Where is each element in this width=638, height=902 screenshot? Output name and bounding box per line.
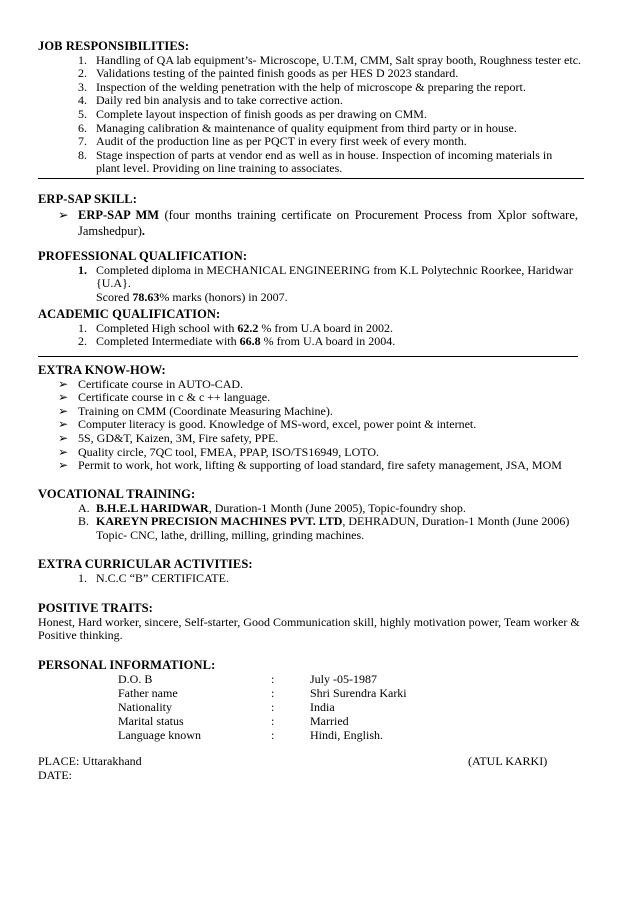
info-value: Shri Surendra Karki [310, 685, 407, 700]
voc-topic: Topic- CNC, lathe, drilling, milling, grinding machines. [96, 527, 365, 542]
item-number: 1. [78, 52, 87, 67]
info-label: Nationality [118, 699, 172, 714]
voc-org: B.H.E.L HARIDWAR [96, 500, 209, 515]
info-row [38, 687, 598, 701]
info-colon: : [271, 699, 275, 714]
list-item [38, 405, 598, 419]
arrow-bullet-icon: ➢ [58, 207, 69, 222]
info-colon: : [271, 713, 275, 728]
list-item [38, 81, 598, 95]
section-divider [38, 356, 578, 357]
erp-module: ERP-SAP MM [78, 207, 160, 222]
list-item [38, 149, 598, 176]
erp-section [38, 193, 578, 239]
personal-heading: PERSONAL INFORMATIONL: [38, 658, 216, 672]
erp-heading: ERP-SAP SKILL: [38, 192, 137, 206]
item-text: Certificate course in AUTO-CAD. [78, 376, 244, 391]
info-value: Hindi, English. [310, 727, 384, 742]
acad-section [38, 308, 598, 349]
info-label: Marital status [118, 713, 184, 728]
arrow-bullet-icon: ➢ [58, 403, 69, 418]
prof-line2-post: % marks (honors) in 2007. [159, 289, 288, 304]
list-item [38, 207, 578, 239]
arrow-bullet-icon: ➢ [58, 417, 69, 432]
acad-score: 66.8 [239, 334, 261, 349]
info-row [38, 729, 598, 743]
list-item [38, 572, 598, 586]
info-value: India [310, 699, 335, 714]
extra-list [38, 378, 598, 473]
acad-heading: ACADEMIC QUALIFICATION: [38, 307, 221, 321]
item-number: 2. [78, 334, 87, 349]
arrow-bullet-icon: ➢ [58, 390, 69, 405]
item-text: Quality circle, 7QC tool, FMEA, PPAP, ISO/TS16949, LOTO. [78, 444, 380, 459]
personal-section [38, 659, 598, 743]
item-number: 8. [78, 147, 87, 162]
list-item [38, 264, 598, 305]
job-section [38, 40, 598, 176]
list-item [38, 432, 598, 446]
list-item [38, 378, 598, 392]
item-number: 3. [78, 79, 87, 94]
list-item [38, 459, 598, 473]
job-heading: JOB RESPONSIBILITIES: [38, 39, 190, 53]
info-colon: : [271, 727, 275, 742]
traits-heading: POSITIVE TRAITS: [38, 601, 153, 615]
prof-line1: Completed diploma in MECHANICAL ENGINEERING from K.L Polytechnic Roorkee, Haridwar {U.A}. [96, 262, 573, 291]
info-row [38, 715, 598, 729]
erp-end: . [141, 223, 145, 238]
prof-score: 78.63 [132, 289, 160, 304]
item-text: Managing calibration & maintenance of quality equipment from third party or in house. [96, 120, 517, 135]
item-number: B. [78, 514, 90, 529]
extra-section [38, 364, 598, 473]
acad-text: Completed Intermediate with [96, 334, 240, 349]
list-item [38, 54, 598, 68]
list-item [38, 122, 598, 136]
info-label: D.O. B [118, 671, 153, 686]
traits-text: Honest, Hard worker, sincere, Self-starter, Good Communication skill, highly motivation power, Team worker & Positive thinking. [38, 614, 580, 643]
list-item [38, 135, 598, 149]
arrow-bullet-icon: ➢ [58, 376, 69, 391]
erp-text: (four months training certificate on Procurement Process from Xplor software, Jamshedpur) [78, 207, 578, 238]
extra-heading: EXTRA KNOW-HOW: [38, 363, 166, 377]
cca-heading: EXTRA CURRICULAR ACTIVITIES: [38, 557, 253, 571]
item-text: Certificate course in c & c ++ language. [78, 390, 271, 405]
list-item [38, 446, 598, 460]
item-text: Daily red bin analysis and to take corrective action. [96, 93, 343, 108]
item-text: 5S, GD&T, Kaizen, 3M, Fire safety, PPE. [78, 430, 279, 445]
voc-section [38, 488, 598, 542]
place-line: PLACE: Uttarakhand [38, 754, 142, 768]
acad-text: Completed High school with [96, 320, 238, 335]
job-list [38, 54, 598, 176]
acad-text: % from U.A board in 2004. [260, 334, 396, 349]
date-line: DATE: [38, 768, 72, 782]
item-text: Permit to work, hot work, lifting & supporting of load standard, fire safety management, JSA, MOM [78, 458, 562, 473]
arrow-bullet-icon: ➢ [58, 430, 69, 445]
prof-line2-pre: Scored [96, 289, 133, 304]
item-text: Computer literacy is good. Knowledge of MS-word, excel, power point & internet. [78, 417, 477, 432]
acad-text: % from U.A board in 2002. [258, 320, 393, 335]
info-row [38, 673, 598, 687]
arrow-bullet-icon: ➢ [58, 458, 69, 473]
list-item [38, 335, 598, 349]
item-number: 6. [78, 120, 87, 135]
prof-section [38, 250, 598, 304]
item-text: Handling of QA lab equipment’s- Microscope, U.T.M, CMM, Salt spray booth, Roughness tester etc. [96, 52, 582, 67]
list-item [38, 502, 598, 516]
voc-org: KAREYN PRECISION MACHINES PVT. LTD [96, 514, 343, 529]
item-text: Training on CMM (Coordinate Measuring Machine). [78, 403, 333, 418]
info-label: Father name [118, 685, 178, 700]
item-number: 1. [78, 320, 87, 335]
item-number: 7. [78, 134, 87, 149]
arrow-bullet-icon: ➢ [58, 444, 69, 459]
item-number: 1. [78, 570, 87, 585]
list-item [38, 515, 598, 542]
item-text: N.C.C “B” CERTIFICATE. [96, 570, 229, 585]
item-number: 2. [78, 66, 87, 81]
list-item [38, 322, 598, 336]
signature-name: (ATUL KARKI) [468, 754, 548, 768]
list-item [38, 108, 598, 122]
info-label: Language known [118, 727, 201, 742]
list-item [38, 94, 598, 108]
item-text: Stage inspection of parts at vendor end as well as in house. Inspection of incoming materials in plant level. Providing on line training to associates. [96, 147, 553, 176]
item-text: Inspection of the welding penetration with the help of microscope & preparing the report. [96, 79, 526, 94]
traits-section [38, 602, 584, 643]
voc-text: , DEHRADUN, Duration-1 Month (June 2006) [342, 514, 570, 529]
info-colon: : [271, 685, 275, 700]
item-text: Complete layout inspection of finish goods as per drawing on CMM. [96, 106, 427, 121]
info-colon: : [271, 671, 275, 686]
info-value: July -05-1987 [310, 671, 377, 686]
item-text: Audit of the production line as per PQCT in every first week of every month. [96, 134, 467, 149]
voc-heading: VOCATIONAL TRAINING: [38, 487, 196, 501]
info-value: Married [310, 713, 349, 728]
voc-text: , Duration-1 Month (June 2005), Topic-foundry shop. [208, 500, 466, 515]
acad-score: 62.2 [237, 320, 259, 335]
prof-heading: PROFESSIONAL QUALIFICATION: [38, 249, 248, 263]
item-text: Validations testing of the painted finish goods as per HES D 2023 standard. [96, 66, 459, 81]
item-number: 4. [78, 93, 87, 108]
list-item [38, 67, 598, 81]
item-number: 5. [78, 106, 87, 121]
item-number: 1. [78, 262, 87, 277]
section-divider [38, 178, 584, 179]
item-number: A. [78, 500, 90, 515]
info-row [38, 701, 598, 715]
list-item [38, 391, 598, 405]
cca-section [38, 558, 598, 585]
list-item [38, 418, 598, 432]
